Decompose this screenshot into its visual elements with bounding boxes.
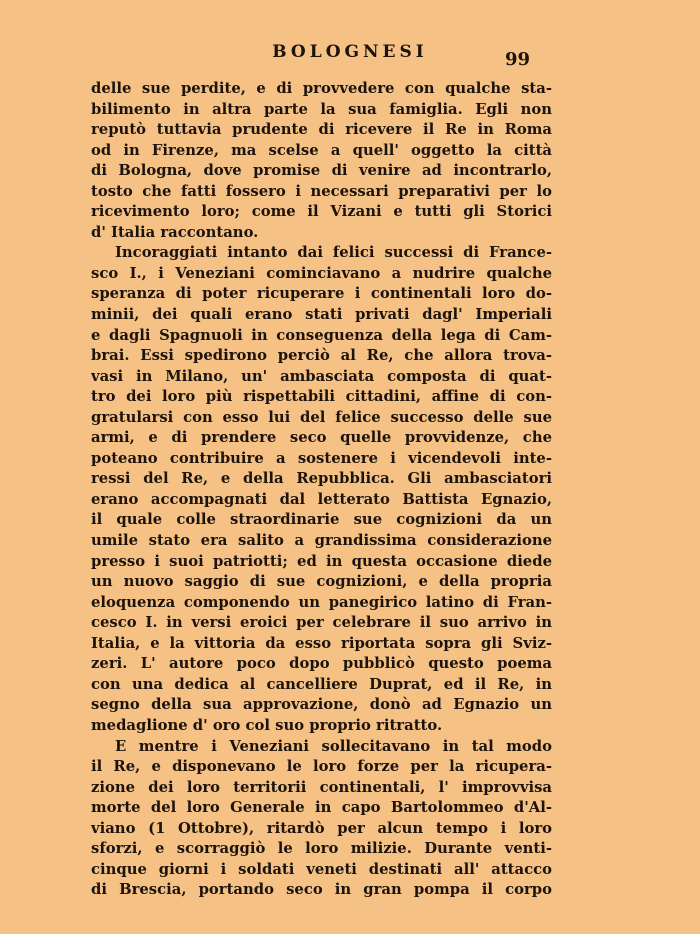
text-line: delle sue perdite, e di provvedere con qualche sta- [91,80,552,97]
text-line: presso i suoi patriotti; ed in questa occasione diede [91,552,552,570]
text-line: erano accompagnati dal letterato Battista Egnazio, [91,490,552,508]
text-line: cinque giorni i soldati veneti destinati all' attacco [91,860,552,878]
text-line: Italia, e la vittoria da esso riportata sopra gli Sviz- [91,634,552,652]
text-line: gratularsi con esso lui del felice successo delle sue [91,408,552,426]
text-line: speranza di poter ricuperare i continentali loro do- [91,285,552,303]
text-line: bilimento in altra parte la sua famiglia. Egli non [91,100,552,118]
paragraph-first-line: Incoraggiati intanto dai felici successi di France- [115,244,552,262]
text-line: zione dei loro territorii continentali, l' improvvisa [91,778,552,796]
text-line: cesco I. in versi eroici per celebrare il suo arrivo in [91,614,552,632]
text-line: il Re, e disponevano le loro forze per la ricupera- [91,758,552,776]
text-line: brai. Essi spedirono perciò al Re, che allora trova- [91,347,552,365]
running-head: BOLOGNESI [272,42,428,62]
text-line: armi, e di prendere seco quelle provvidenze, che [91,429,552,447]
text-line: medaglione d' oro col suo proprio ritratto. [91,716,443,734]
text-line: reputò tuttavia prudente di ricevere il Re in Roma [91,121,552,139]
text-line: viano (1 Ottobre), ritardò per alcun tempo i loro [91,819,552,837]
text-line: con una dedica al cancelliere Duprat, ed il Re, in [91,675,552,693]
text-line: segno della sua approvazione, donò ad Egnazio un [91,696,552,714]
text-line: di Brescia, portando seco in gran pompa il corpo [91,881,552,899]
text-line: od in Firenze, ma scelse a quell' oggetto la città [91,141,552,159]
page-number: 99 [505,49,531,70]
text-line: ricevimento loro; come il Vizani e tutti gli Storici [91,203,552,221]
text-line: sforzi, e scorraggiò le loro milizie. Durante venti- [91,840,552,858]
text-line: vasi in Milano, un' ambasciata composta di quat- [91,367,552,385]
text-line: il quale colle straordinarie sue cognizioni da un [91,511,552,529]
body-text [91,79,552,901]
text-line: minii, dei quali erano stati privati dagl' Imperiali [91,306,552,324]
text-line: di Bologna, dove promise di venire ad incontrarlo, [91,162,552,180]
text-line: umile stato era salito a grandissima considerazione [91,532,552,550]
text-line: un nuovo saggio di sue cognizioni, e della propria [91,573,552,591]
text-line: ressi del Re, e della Repubblica. Gli ambasciatori [91,470,552,488]
text-line: tosto che fatti fossero i necessari preparativi per lo [91,182,552,200]
text-line: sco I., i Veneziani cominciavano a nudrire qualche [91,264,552,282]
text-line: morte del loro Generale in capo Bartolommeo d'Al- [91,799,552,817]
paragraph-first-line: E mentre i Veneziani sollecitavano in tal modo [115,737,552,755]
text-line: e dagli Spagnuoli in conseguenza della lega di Cam- [91,326,552,344]
text-line: eloquenza componendo un panegirico latino di Fran- [91,593,552,611]
text-line: poteano contribuire a sostenere i vicendevoli inte- [91,449,552,467]
text-line: tro dei loro più rispettabili cittadini, affine di con- [91,388,552,406]
text-line: zeri. L' autore poco dopo pubblicò questo poema [91,655,552,673]
text-line: d' Italia raccontano. [91,223,259,241]
